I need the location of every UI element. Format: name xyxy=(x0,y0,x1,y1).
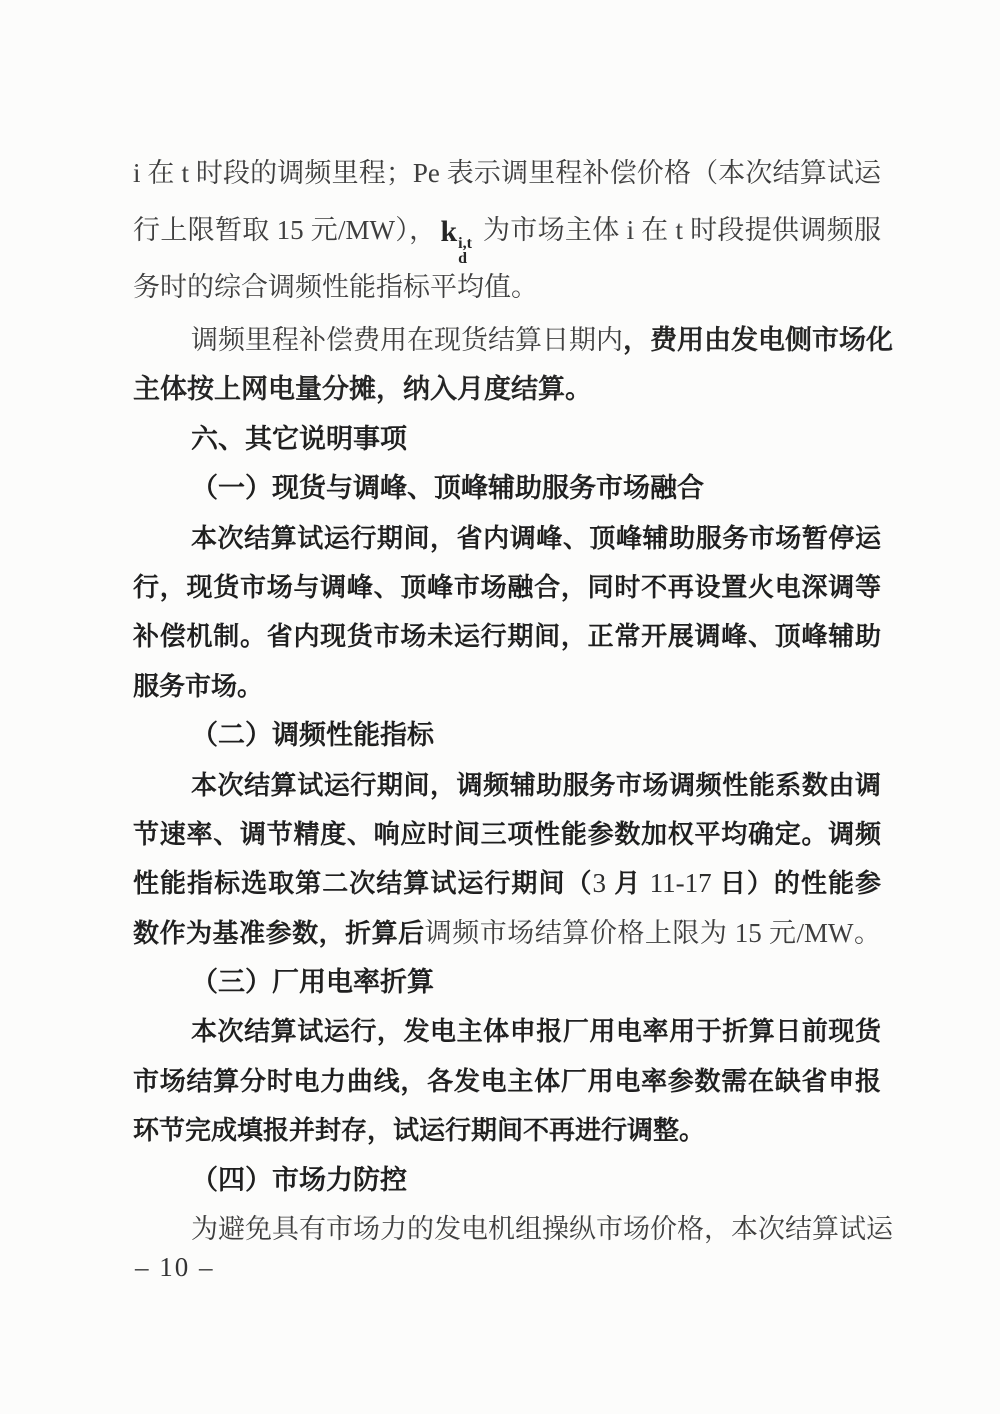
text-run: ，费用由发电侧市场化 xyxy=(623,325,893,355)
text-run: 服务市场。 xyxy=(133,670,264,701)
text-run: 六、其它说明事项 xyxy=(191,423,407,454)
text-run: 本次结算试运行，发电主体申报厂用电率用于折算日前现货 xyxy=(191,1016,881,1047)
text-run: 日）的性能参 xyxy=(711,868,881,899)
text-run: 11-17 xyxy=(649,868,712,899)
text-run: 节速率、调节精度、响应时间三项性能参数加权平均确定。调频 xyxy=(133,818,881,849)
text-run: 补偿机制。省内现货市场未运行期间，正常开展调峰、顶峰辅助 xyxy=(133,621,881,652)
text-line xyxy=(133,1057,881,1106)
text-run: 本次结算试运行期间，调频辅助服务市场调频性能系数由调 xyxy=(191,769,881,800)
text-line xyxy=(133,859,881,908)
text-run: （四）市场力防控 xyxy=(191,1164,407,1195)
text-run: 3 xyxy=(592,868,607,899)
formula-base: k xyxy=(440,215,458,248)
text-run: 性能指标选取第二次结算试运行期间（ xyxy=(133,868,593,899)
formula-superscript: i,t xyxy=(458,235,472,252)
text-line xyxy=(133,563,881,612)
text-line xyxy=(133,810,881,859)
text-line xyxy=(133,662,881,711)
text-line xyxy=(133,761,881,810)
text-run: 主体按上网电量分摊，纳入月度结算。 xyxy=(133,374,592,405)
text-run: 环节完成填报并封存，试运行期间不再进行调整。 xyxy=(133,1115,706,1146)
text-run: （三）厂用电率折算 xyxy=(191,967,434,998)
text-run: （一）现货与调峰、顶峰辅助服务市场融合 xyxy=(191,473,704,504)
text-line xyxy=(133,259,881,316)
text-line xyxy=(133,909,881,958)
text-run: 调频里程补偿费用在现货结算日期内 xyxy=(191,325,623,355)
text-line xyxy=(133,1007,881,1056)
formula-subscript: d xyxy=(458,250,468,267)
heading-line xyxy=(133,711,881,760)
text-line xyxy=(133,316,893,365)
text-line xyxy=(133,145,881,202)
text-line xyxy=(133,1205,893,1254)
text-run: 为市场主体 i 在 t 时段提供调频服 xyxy=(475,215,881,245)
text-run: i 在 t 时段的调频里程；Pe 表示调里程补偿价格（本次结算试运 xyxy=(133,158,881,188)
text-run: 为避免具有市场力的发电机组操纵市场价格，本次结算试运 xyxy=(191,1214,893,1245)
page-number: – 10 – xyxy=(135,1252,215,1282)
text-line xyxy=(133,612,881,661)
text-line xyxy=(133,365,881,414)
document-content xyxy=(133,145,893,1254)
heading-line xyxy=(133,415,881,464)
text-run: 数作为基准参数，折算后 xyxy=(133,917,425,948)
heading-line xyxy=(133,464,881,513)
text-run: 行，现货市场与调峰、顶峰市场融合，同时不再设置火电深调等 xyxy=(133,571,881,602)
text-run: 调频市场结算价格上限为 15 元/MW。 xyxy=(424,917,881,948)
heading-line xyxy=(133,1156,881,1205)
text-line xyxy=(133,1106,881,1155)
text-line xyxy=(133,514,881,563)
heading-line xyxy=(133,958,881,1007)
text-run: （二）调频性能指标 xyxy=(191,720,434,751)
text-run: 市场结算分时电力曲线，各发电主体厂用电率参数需在缺省申报 xyxy=(133,1065,881,1096)
text-line xyxy=(133,202,881,267)
text-run: 本次结算试运行期间，省内调峰、顶峰辅助服务市场暂停运 xyxy=(191,522,881,553)
text-run: 月 xyxy=(606,868,650,899)
formula-k-sup-it-sub-d xyxy=(440,202,471,266)
text-run: 务时的综合调频性能指标平均值。 xyxy=(133,272,538,302)
text-run: 行上限暂取 15 元/MW）， xyxy=(133,215,437,245)
